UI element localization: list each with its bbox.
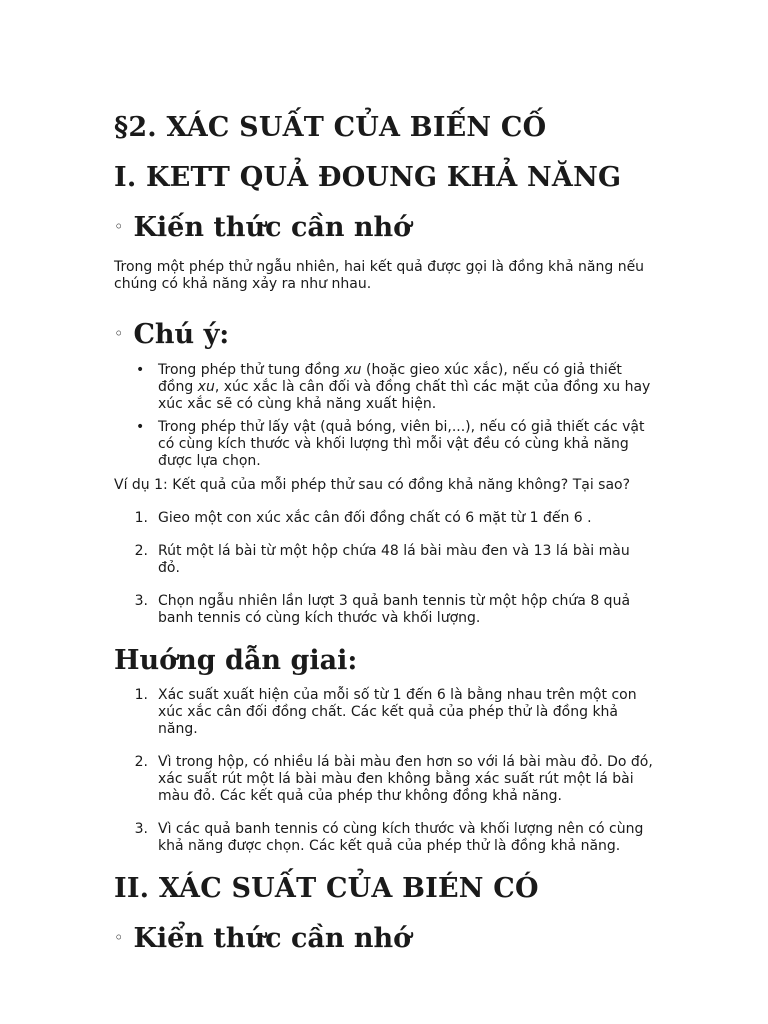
note-heading-text: Chú ý: <box>133 319 230 350</box>
diamond-bullet-icon: ◦ <box>114 217 124 236</box>
item-number: 3. <box>134 821 148 837</box>
page-title: §2. XÁC SUẤT CỦA BIẾN CỐ <box>114 112 547 143</box>
solution-item: 3. Vì các quả banh tennis có cùng kích thước và khối lượng nên có cùng khả năng được chọn. Các kết quả của phép thử là đồng khả năng. <box>114 821 654 855</box>
solution-item: 2. Vì trong hộp, có nhiều lá bài màu đen hơn so với lá bài màu đỏ. Do đó, xác suất rút một lá bài màu đen không bằng xác suất rút một lá bài màu đỏ. Các kết quả của phép thư không đồng khả năng. <box>114 754 654 805</box>
knowledge-heading-1-text: Kiến thức cần nhớ <box>133 212 412 243</box>
item-number: 1. <box>134 687 148 703</box>
knowledge-heading-1 <box>114 210 654 249</box>
solution-list <box>114 687 654 855</box>
section-1-heading: I. KETT QUẢ ĐOUNG KHẢ NĂNG <box>114 162 622 193</box>
example-list <box>114 510 654 627</box>
section-2-heading: II. XÁC SUẤT CỦA BIÉN CÓ <box>114 873 539 904</box>
item-number: 2. <box>134 543 148 559</box>
item-number: 1. <box>134 510 148 526</box>
item-number: 3. <box>134 593 148 609</box>
solution-heading: Huớng dẫn giai: <box>114 645 358 676</box>
note-item: • Trong phép thử tung đồng xu (hoặc gieo xúc xắc), nếu có giả thiết đồng xu, xúc xắc là cân đối và đồng chất thì các mặt của đồng xu hay xúc xắc sẽ có cùng khả năng xuất hiện. <box>136 362 651 412</box>
solution-item: 1. Xác suất xuất hiện của mỗi số từ 1 đến 6 là bằng nhau trên một con xúc xắc cân đối đồng chất. Các kết quả của phép thử là đồng khả năng. <box>114 687 654 738</box>
knowledge-heading-2-text: Kiển thức cần nhớ <box>133 923 412 954</box>
example-question: Ví dụ 1: Kết quả của mỗi phép thử sau có đồng khả năng không? Tại sao? <box>114 477 631 493</box>
document-page <box>114 110 654 970</box>
knowledge-heading-2 <box>114 921 654 960</box>
item-number: 2. <box>134 754 148 770</box>
note-heading <box>114 317 654 356</box>
bullet-icon: • <box>136 419 145 435</box>
notes-list <box>114 362 654 470</box>
knowledge-line-1: Trong một phép thử ngẫu nhiên, hai kết quả được gọi là đồng khả năng nếu <box>114 259 645 275</box>
example-item: 1. Gieo một con xúc xắc cân đối đồng chất có 6 mặt từ 1 đến 6 . <box>114 510 654 527</box>
diamond-bullet-icon: ◦ <box>114 928 124 947</box>
note-item: • Trong phép thử lấy vật (quả bóng, viên bi,...), nếu có giả thiết các vật có cùng kích thước và khối lượng thì mỗi vật đều có cùng khả năng được lựa chọn. <box>136 419 645 469</box>
example-item: 2. Rút một lá bài từ một hộp chứa 48 lá bài màu đen và 13 lá bài màu đỏ. <box>114 543 654 577</box>
diamond-bullet-icon: ◦ <box>114 324 124 343</box>
example-item: 3. Chọn ngẫu nhiên lần lượt 3 quả banh tennis từ một hộp chứa 8 quả banh tennis có cùng kích thước và khối lượng. <box>114 593 654 627</box>
bullet-icon: • <box>136 362 145 378</box>
knowledge-paragraph <box>114 259 654 293</box>
knowledge-line-2: chúng có khả năng xảy ra như nhau. <box>114 276 372 292</box>
